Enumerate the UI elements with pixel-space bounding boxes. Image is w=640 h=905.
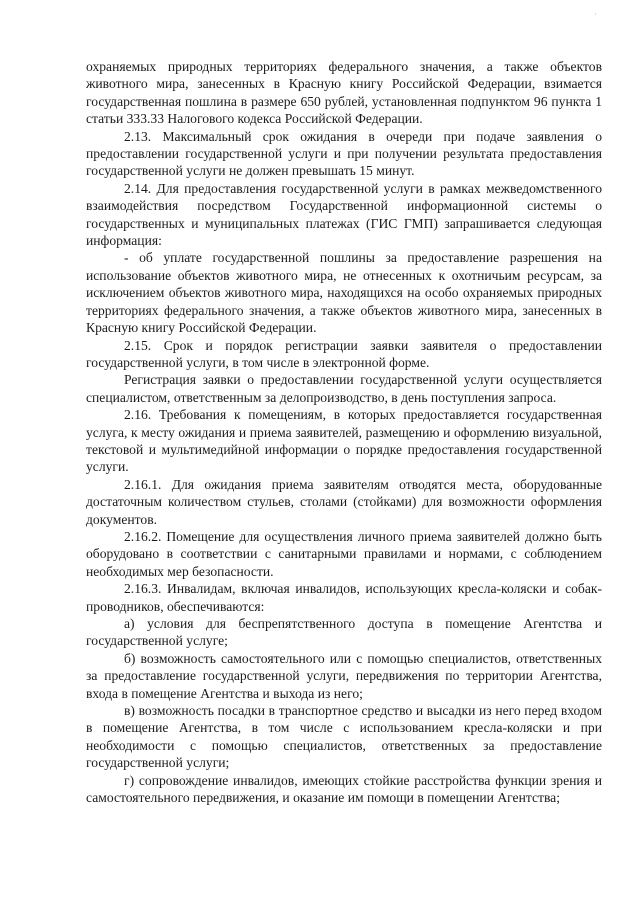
paragraph-registration: Регистрация заявки о предоставлении государственной услуги осуществляется специалистом, ответственным за делопроизводство, в день поступления запроса.: [86, 372, 602, 405]
paragraph-2-16-2: 2.16.2. Помещение для осуществления личного приема заявителей должно быть оборудовано в соответствии с санитарными правилами и нормами, с соблюдением необходимых мер безопасности.: [86, 528, 602, 579]
corner-mark: ·: [594, 9, 597, 19]
paragraph-2-16-1: 2.16.1. Для ожидания приема заявителям отводятся места, оборудованные достаточным количеством стульев, столами (стойками) для возможности оформления документов.: [86, 476, 602, 527]
list-item-b: б) возможность самостоятельного или с помощью специалистов, ответственных за предоставление государственной услуги, передвижения по территории Агентства, входа в помещение Агентства и выхода из него;: [86, 650, 602, 701]
paragraph-2-16-3: 2.16.3. Инвалидам, включая инвалидов, использующих кресла-коляски и собак-проводников, обеспечиваются:: [86, 581, 602, 614]
paragraph-2-14-item: - об уплате государственной пошлины за предоставление разрешения на использование объектов животного мира, не отнесенных к охотничьим ресурсам, за исключением объектов животного мира, находящихся на особо охраняемых природных территориях федерального значения, а также объектов животного мира, занесенных в Красную книгу Российской Федерации.: [86, 250, 602, 336]
list-item-g: г) сопровождение инвалидов, имеющих стойкие расстройства функции зрения и самостоятельного передвижения, и оказание им помощи в помещении Агентства;: [86, 772, 602, 806]
paragraph-2-14: 2.14. Для предоставления государственной услуги в рамках межведомственного взаимодействия посредством Государственной информационной системы о государственных и муниципальных платежах (ГИС ГМП) запрашивается следующая информация:: [86, 180, 602, 249]
paragraph-2-16: 2.16. Требования к помещениям, в которых предоставляется государственная услуга, к месту ожидания и приема заявителей, размещению и оформлению визуальной, текстовой и мультимедийной информации о порядке предоставления государственной услуги.: [86, 407, 602, 475]
paragraph-continuation: охраняемых природных территориях федерального значения, а также объектов животного мира, занесенных в Красную книгу Российской Федерации, взимается государственная пошлина в размере 650 рублей, установленная подпунктом 96 пункта 1 статьи 333.33 Налогового кодекса Российской Федерации.: [86, 59, 602, 127]
list-item-a: а) условия для беспрепятственного доступа в помещение Агентства и государственной услуге;: [86, 616, 602, 649]
list-item-v: в) возможность посадки в транспортное средство и высадки из него перед входом в помещение Агентства, в том числе с использованием кресла-коляски и при необходимости с помощью специалистов, ответственных за предоставление государственной услуги;: [86, 703, 602, 771]
paragraph-2-13: 2.13. Максимальный срок ожидания в очереди при подаче заявления о предоставлении государственной услуги и при получении результата предоставления государственной услуги не должен превышать 15 минут.: [86, 128, 602, 179]
paragraph-2-15: 2.15. Срок и порядок регистрации заявки заявителя о предоставлении государственной услуги, в том числе в электронной форме.: [86, 337, 602, 370]
